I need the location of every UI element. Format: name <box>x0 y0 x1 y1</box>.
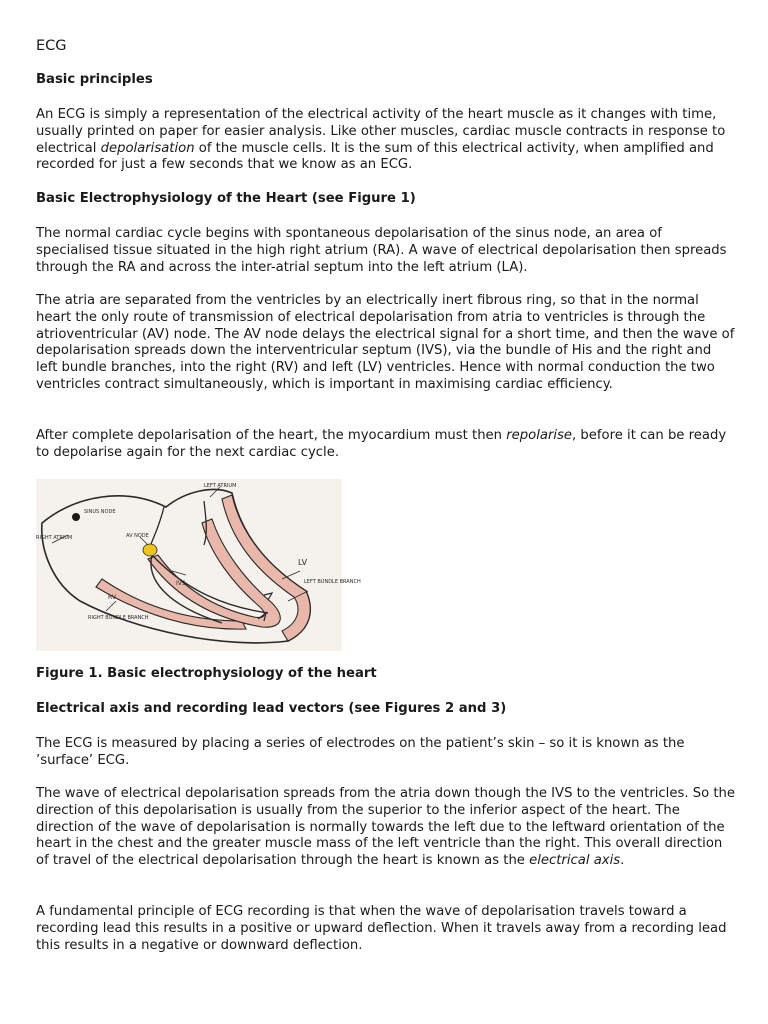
label-left-atrium: LEFT ATRIUM <box>204 483 237 489</box>
paragraph-av-conduction: The atria are separated from the ventricles by an electrically inert fibrous ring, so that in the normal heart the only route of transmission of electrical depolarisation from atria to ventricles is through the atrioventricular (AV) node. The AV node delays the electrical signal for a short time, and then the wave of depolarisation spreads down the interventricular septum (IVS), via the bundle of His and the right and left bundle branches, into the right (RV) and left (LV) ventricles. Hence with normal conduction the two ventricles contract simultaneously, which is important in maximising cardiac efficiency. <box>36 293 735 392</box>
paragraph-cardiac-cycle: The normal cardiac cycle begins with spontaneous depolarisation of the sinus node, an area of specialised tissue situated in the high right atrium (RA). A wave of electrical depolarisation then spreads through the RA and across the inter-atrial septum into the left atrium (LA). <box>36 226 727 275</box>
label-ivs: IVS <box>176 580 186 587</box>
label-av-node: AV NODE <box>126 533 149 539</box>
heart-diagram <box>36 479 361 651</box>
sinus-node-dot <box>72 513 80 521</box>
paragraph-surface-ecg: The ECG is measured by placing a series of electrodes on the patient’s skin – so it is known as the ’surface’ ECG. <box>36 736 685 768</box>
paragraph-deflection-principle: A fundamental principle of ECG recording is that when the wave of depolarisation travels toward a recording lead this results in a positive or upward deflection. When it travels away from a recording lead this results in a negative or downward deflection. <box>36 904 727 953</box>
heading-electrical-axis: Electrical axis and recording lead vectors (see Figures 2 and 3) <box>36 701 507 716</box>
label-left-bundle-branch: LEFT BUNDLE BRANCH <box>304 579 361 585</box>
paragraph-basic-principles: An ECG is simply a representation of the electrical activity of the heart muscle as it changes with time, usually printed on paper for easier analysis. Like other muscles, cardiac muscle contracts in response to electrical depolarisation of the muscle cells. It is the sum of this electrical activity, when amplified and recorded for just a few seconds that we know as an ECG. <box>36 107 726 173</box>
term-electrical-axis: electrical axis <box>529 853 621 869</box>
label-rv: RV <box>108 594 116 601</box>
label-lv: LV <box>298 558 308 567</box>
label-right-atrium: RIGHT ATRIUM <box>36 535 73 541</box>
heading-basic-principles: Basic principles <box>36 72 153 87</box>
term-repolarise: repolarise <box>506 428 573 443</box>
av-node <box>143 544 157 556</box>
label-sinus-node: SINUS NODE <box>84 509 116 515</box>
heart-diagram-figure <box>36 479 361 651</box>
document-title: ECG <box>36 38 67 54</box>
right-ventricle-wall <box>96 579 246 629</box>
heading-electrophysiology: Basic Electrophysiology of the Heart (see Figure 1) <box>36 191 416 206</box>
figure-caption: Figure 1. Basic electrophysiology of the heart <box>36 666 377 681</box>
term-depolarisation: depolarisation <box>100 140 195 156</box>
paragraph-repolarisation: After complete depolarisation of the heart, the myocardium must then repolarise, before it can be ready to depolarise again for the next cardiac cycle. <box>36 428 727 460</box>
label-right-bundle-branch: RIGHT BUNDLE BRANCH <box>88 615 149 621</box>
paragraph-electrical-axis: The wave of electrical depolarisation spreads from the atria down though the IVS to the ventricles. So the direction of this depolarisation is usually from the superior to the inferior aspect of the heart. The direction of the wave of depolarisation is normally towards the left due to the leftward orientation of the heart in the chest and the greater muscle mass of the left ventricle than the right. This overall direction of travel of the electrical depolarisation through the heart is known as the electrical axis. <box>36 786 735 869</box>
